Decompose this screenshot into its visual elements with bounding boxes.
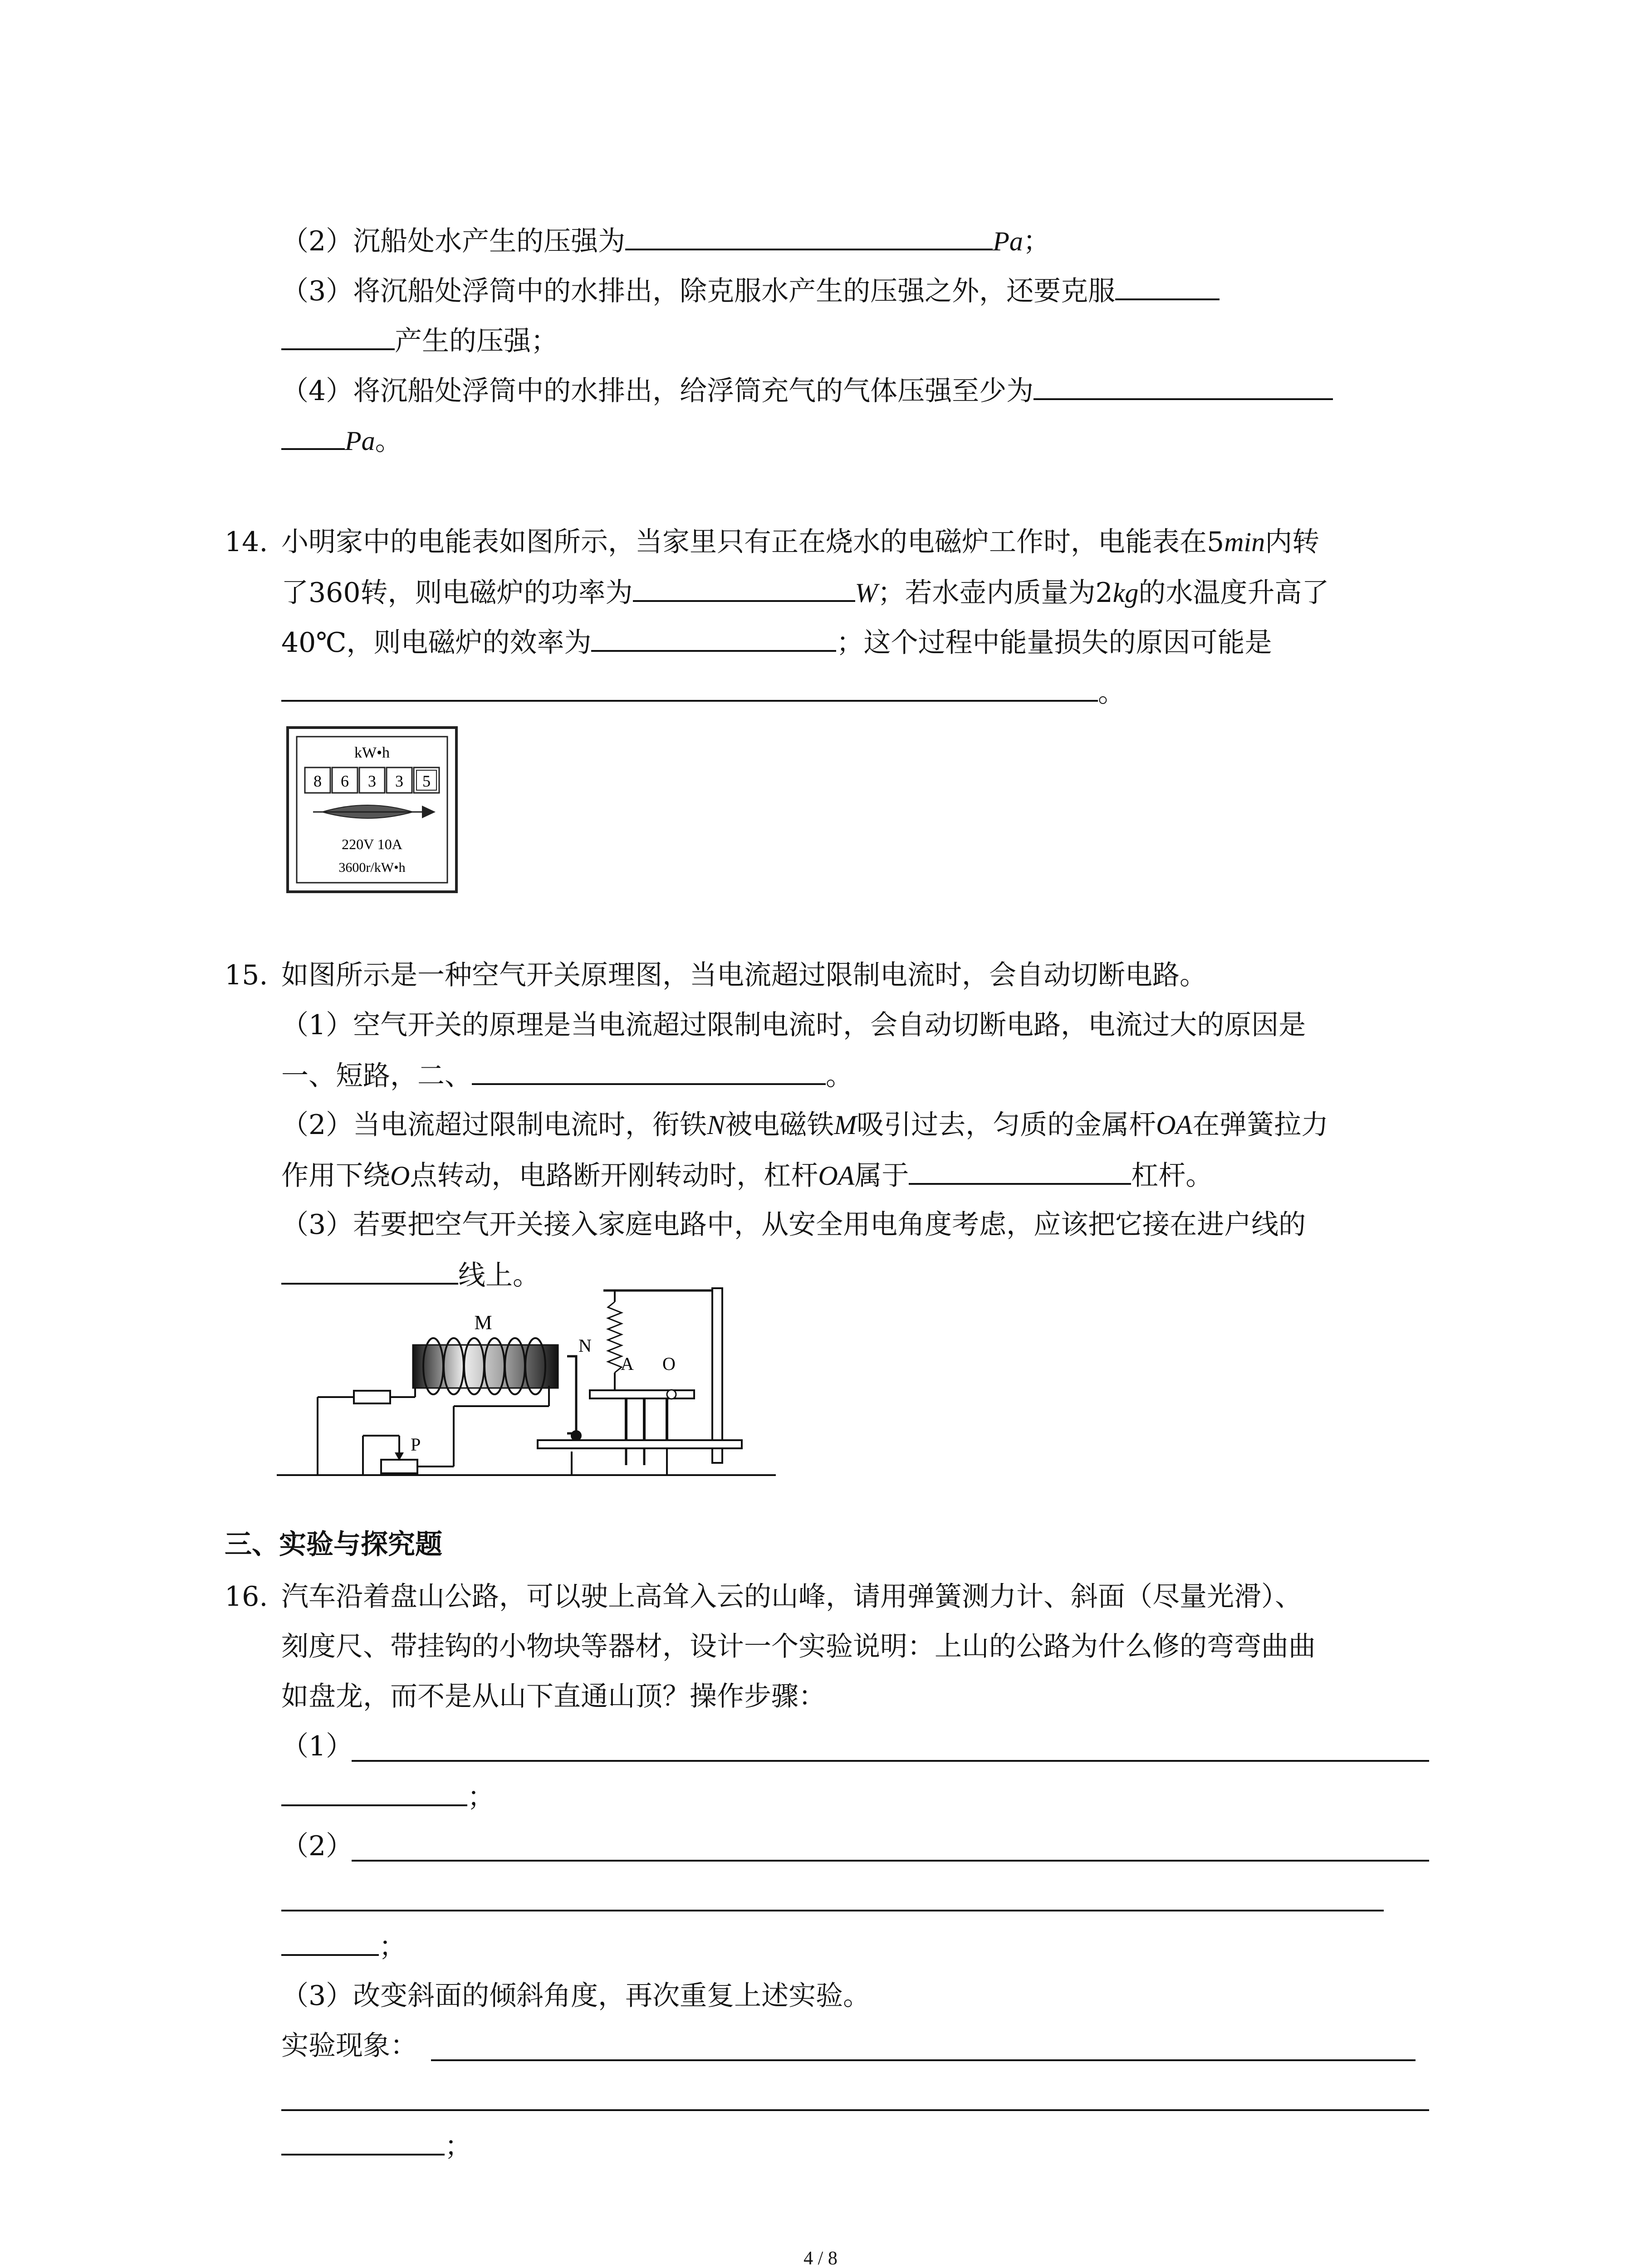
q16-step1-blank-a[interactable] bbox=[352, 1760, 1429, 1762]
q13-part3-line2: 产生的压强； bbox=[281, 322, 558, 359]
q16-observation-blank-c[interactable] bbox=[281, 2127, 445, 2156]
q13-part4-line1: （4）将沉船处浮筒中的水排出，给浮筒充气的气体压强至少为 bbox=[281, 372, 1333, 409]
q16-line2: 刻度尺、带挂钩的小物块等器材，设计一个实验说明：上山的公路为什么修的弯弯曲曲 bbox=[281, 1631, 1316, 1662]
q13-p2-blank[interactable] bbox=[625, 222, 993, 250]
q14-efficiency-blank[interactable] bbox=[591, 624, 836, 652]
q13-part2: （2）沉船处水产生的压强为 Pa； bbox=[281, 222, 1050, 259]
label-M: M bbox=[474, 1311, 492, 1334]
meter-digits bbox=[305, 767, 439, 793]
q16-step2-label: （2） bbox=[281, 1830, 353, 1862]
q16-line3: 如盘龙，而不是从山下直通山顶？操作步骤： bbox=[281, 1681, 826, 1712]
frame-post bbox=[712, 1288, 722, 1463]
rheostat bbox=[381, 1460, 417, 1473]
q16-number: 16. bbox=[225, 1581, 268, 1613]
q15-part3-line1: （3）若要把空气开关接入家庭电路中，从安全用电角度考虑，应该把它接在进户线的 bbox=[281, 1209, 1306, 1241]
q13-p3-blank-a[interactable] bbox=[1115, 272, 1220, 300]
q13-part4-line2: Pa。 bbox=[281, 422, 402, 459]
meter-unit-label: kW•h bbox=[354, 744, 390, 761]
page-number: 4 / 8 bbox=[803, 2248, 838, 2268]
label-P: P bbox=[411, 1434, 421, 1455]
q16-step2-blank-a[interactable] bbox=[352, 1860, 1429, 1862]
q16-observation-blank-b[interactable] bbox=[281, 2109, 1429, 2111]
q16-step1-label: （1） bbox=[281, 1730, 353, 1762]
q15-lever-type-blank[interactable] bbox=[909, 1157, 1131, 1185]
q13-part3-line1: （3）将沉船处浮筒中的水排出，除克服水产生的压强之外，还要克服 bbox=[281, 272, 1220, 309]
label-N: N bbox=[578, 1335, 592, 1356]
q13-p3-blank-b[interactable] bbox=[281, 322, 395, 350]
lever-pivot-O bbox=[667, 1390, 676, 1399]
base-plate bbox=[538, 1440, 742, 1448]
armature-N bbox=[567, 1356, 576, 1433]
resistor bbox=[354, 1391, 390, 1403]
meter-digit: 3 bbox=[368, 772, 376, 790]
meter-rating-label: 220V 10A bbox=[342, 836, 402, 852]
air-switch-diagram bbox=[277, 1284, 785, 1488]
q16-observation-blank-a[interactable] bbox=[431, 2059, 1416, 2061]
meter-constant-label: 3600r/kW•h bbox=[338, 860, 406, 875]
q15-number: 15. bbox=[225, 959, 268, 991]
q16-step2-blank-c[interactable] bbox=[281, 1928, 379, 1956]
section-3-title: 三、实验与探究题 bbox=[225, 1529, 442, 1560]
q16-observation-label: 实验现象： bbox=[281, 2030, 417, 2062]
q13-p2-unit: Pa bbox=[993, 226, 1023, 256]
q13-p4-blank-b[interactable] bbox=[281, 422, 345, 450]
q16-observation-line3: ； bbox=[281, 2127, 472, 2165]
q16-step2-blank-b[interactable] bbox=[281, 1910, 1384, 1911]
label-A: A bbox=[621, 1354, 634, 1374]
q13-p4-blank-a[interactable] bbox=[1034, 372, 1333, 400]
label-O: O bbox=[662, 1354, 676, 1374]
q14-power-blank[interactable] bbox=[633, 574, 855, 602]
q15-part3-line2: 线上。 bbox=[281, 1256, 540, 1294]
q15-part2-line1: （2）当电流超过限制电流时，衔铁N被电磁铁M吸引过去，匀质的金属杆OA在弹簧拉力 bbox=[281, 1109, 1329, 1141]
q16-step1-blank-b[interactable] bbox=[281, 1778, 467, 1806]
q14-number: 14. bbox=[225, 526, 268, 558]
lever-OA bbox=[590, 1390, 694, 1398]
q15-wire-blank[interactable] bbox=[281, 1256, 458, 1285]
q15-part1-line1: （1）空气开关的原理是当电流超过限制电流时，会自动切断电路，电流过大的原因是 bbox=[281, 1009, 1306, 1041]
q15-part2-line2: 作用下绕O点转动，电路断开刚转动时，杠杆OA属于 杠杆。 bbox=[281, 1157, 1213, 1194]
q14-line2: 了360转，则电磁炉的功率为 W；若水壶内质量为2kg的水温度升高了 bbox=[281, 574, 1329, 611]
q16-step2-line3: ； bbox=[281, 1928, 406, 1965]
meter-digit: 6 bbox=[341, 772, 349, 790]
meter-digit: 8 bbox=[314, 772, 322, 790]
q16-step3: （3）改变斜面的倾斜角度，再次重复上述实验。 bbox=[281, 1980, 871, 2012]
electric-meter-figure bbox=[286, 726, 458, 894]
spring bbox=[608, 1302, 622, 1373]
q14-line4: 。 bbox=[281, 674, 1125, 711]
q15-cause-blank[interactable] bbox=[472, 1057, 826, 1085]
q15-part1-line2: 一、短路，二、 。 bbox=[281, 1057, 853, 1094]
meter-digit: 5 bbox=[422, 772, 431, 790]
meter-digit: 3 bbox=[395, 772, 403, 790]
q15-line1: 如图所示是一种空气开关原理图，当电流超过限制电流时，会自动切断电路。 bbox=[281, 959, 1207, 991]
q13-p2-text: （2）沉船处水产生的压强为 bbox=[281, 225, 626, 257]
q14-line3: 40℃，则电磁炉的效率为 ；这个过程中能量损失的原因可能是 bbox=[281, 624, 1272, 661]
q16-line1: 汽车沿着盘山公路，可以驶上高耸入云的山峰，请用弹簧测力计、斜面（尽量光滑）、 bbox=[281, 1581, 1302, 1613]
meter-disc-arrow-icon bbox=[313, 805, 436, 818]
q14-reason-blank[interactable] bbox=[281, 674, 1098, 702]
q14-line1: 小明家中的电能表如图所示，当家里只有正在烧水的电磁炉工作时，电能表在5min内转 bbox=[281, 526, 1320, 558]
q16-step1-line2: ； bbox=[281, 1778, 495, 1815]
